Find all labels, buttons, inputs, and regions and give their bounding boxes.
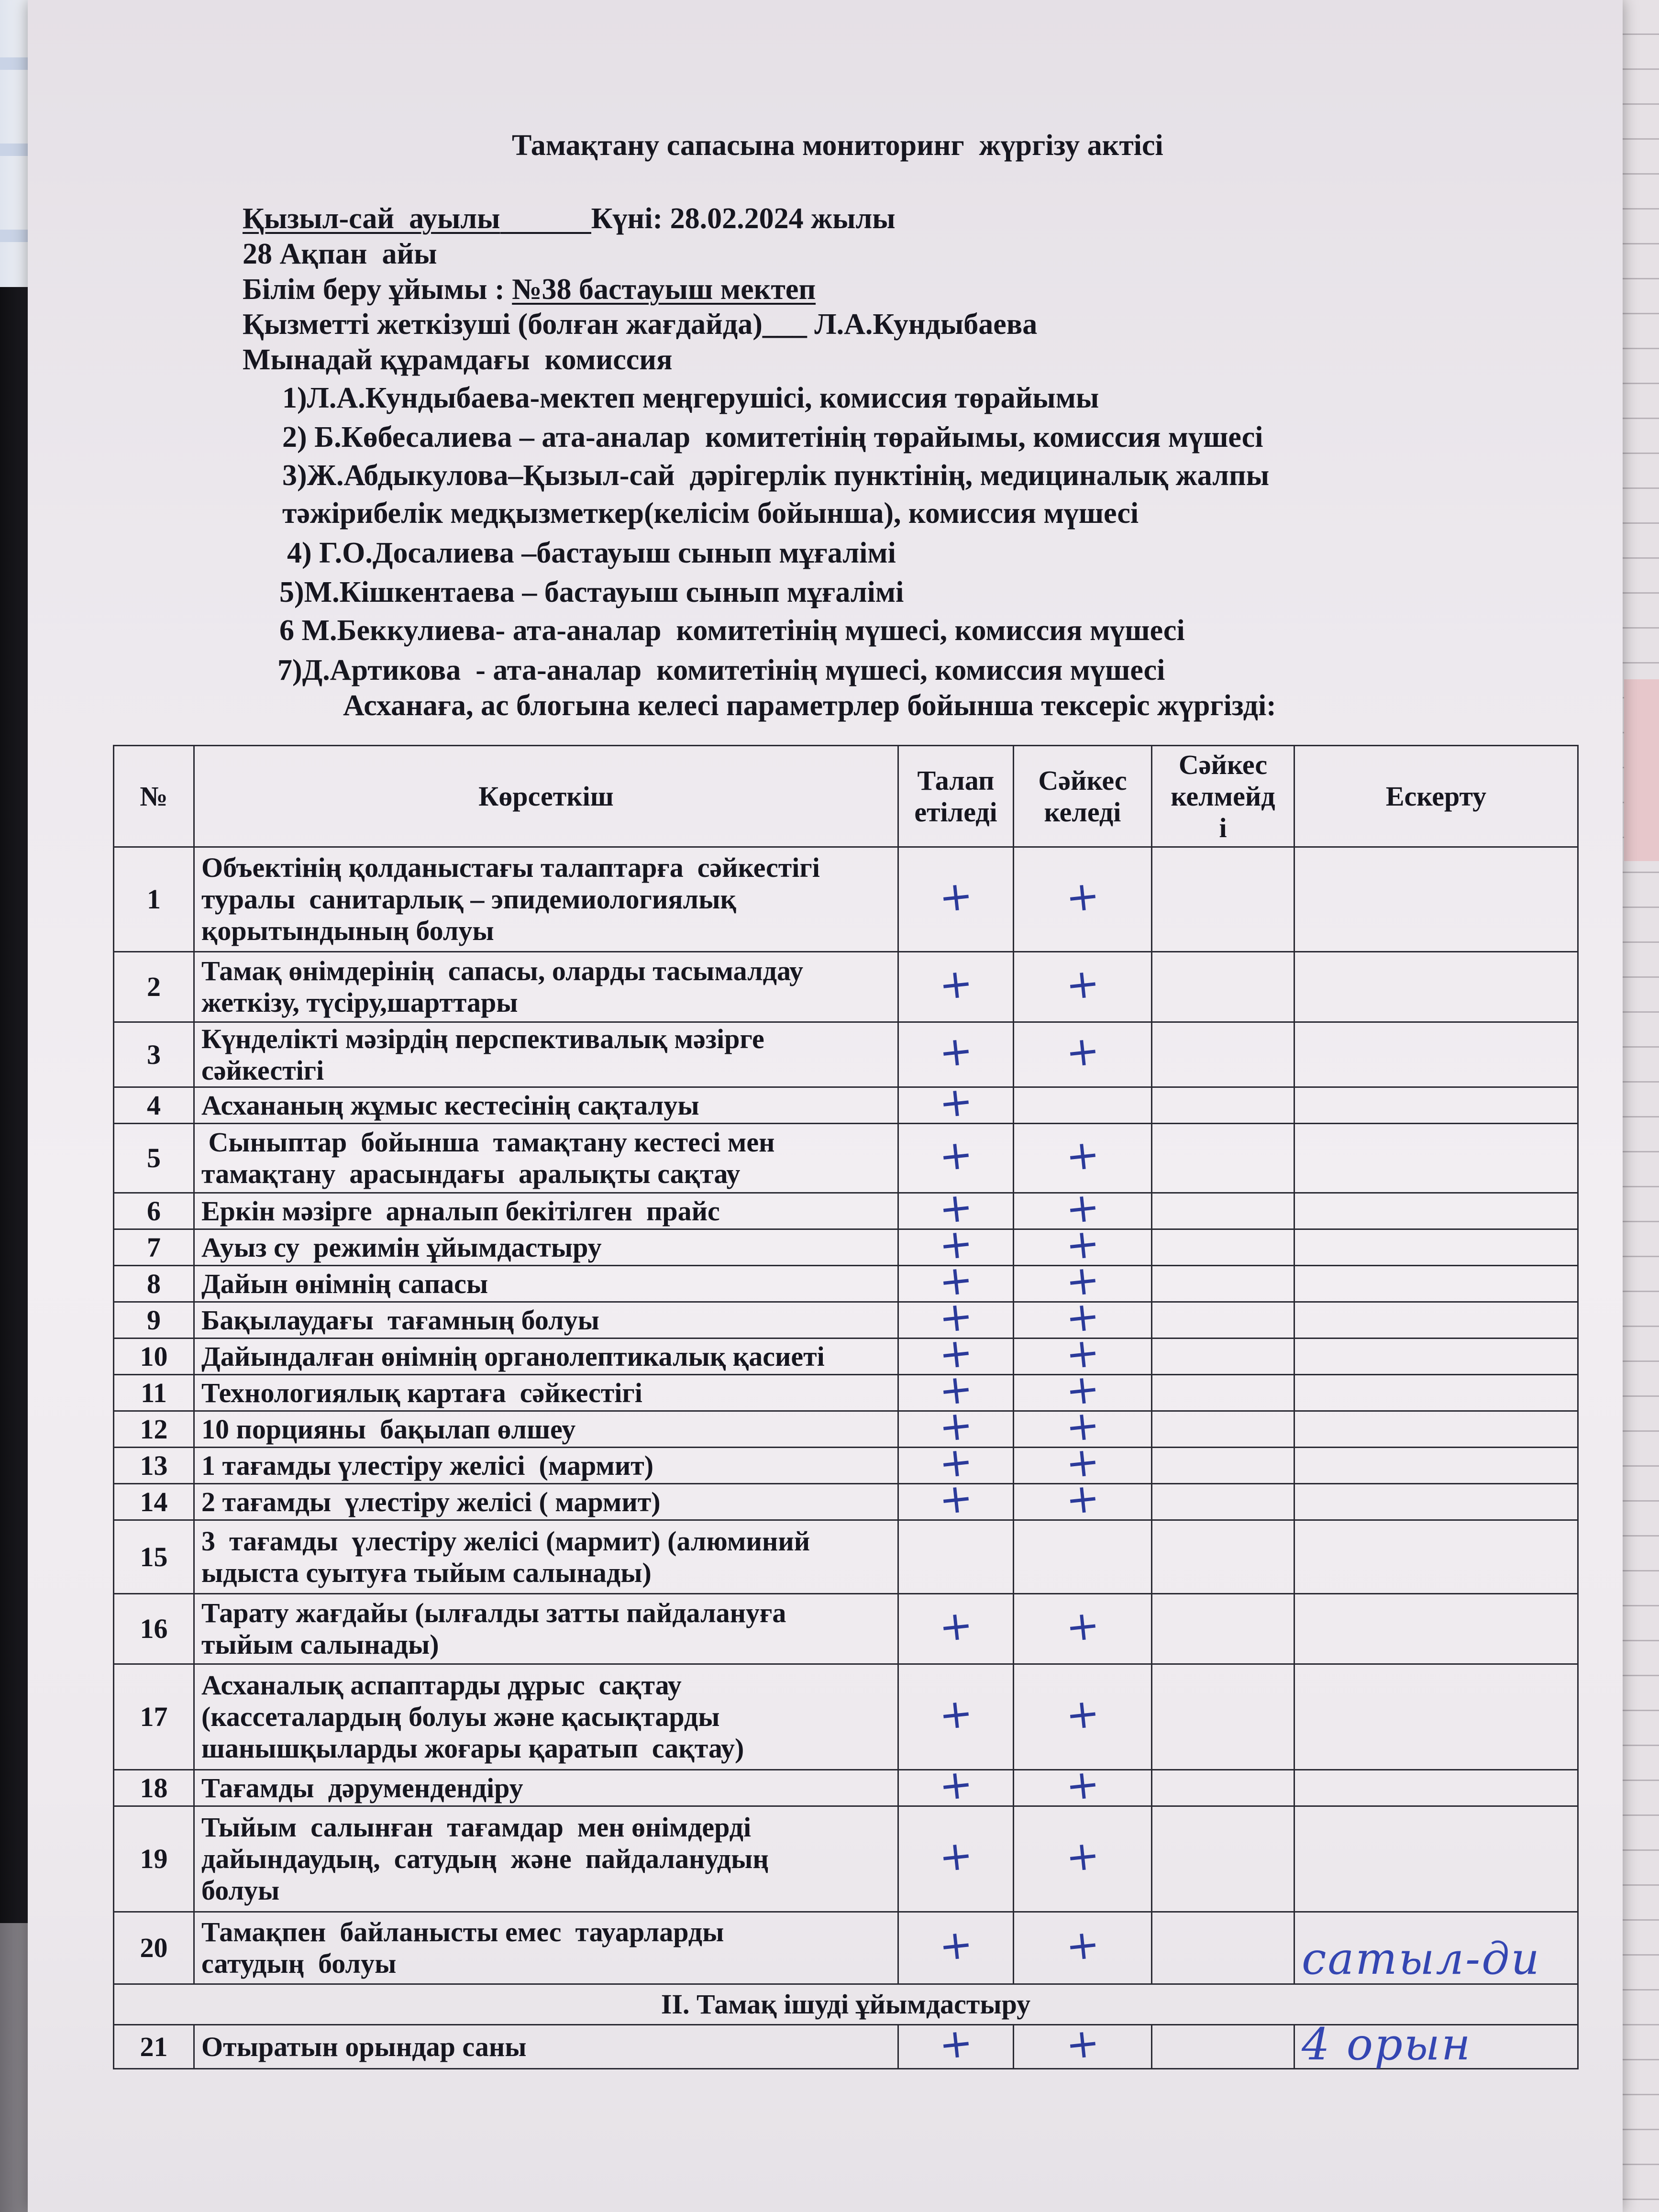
inspection-intro: Асханаға, ас блогына келесі параметрлер бойынша тексеріс жүргізді:: [343, 689, 1276, 722]
note-cell: [1294, 952, 1578, 1022]
indicator-line: сәйкестігі: [201, 1054, 324, 1086]
required-cell: [898, 1473, 1014, 1524]
indicator-line: тамақтану арасындағы аралықты сақтау: [201, 1158, 741, 1189]
indicator-cell: [194, 1229, 898, 1266]
noncompliant-cell: [1152, 1375, 1294, 1411]
note-cell: [1294, 847, 1578, 952]
required-cell: [898, 1077, 1014, 1128]
noncompliant-cell: [1152, 1912, 1294, 1984]
indicator-cell: [194, 1664, 898, 1770]
required-cell: [898, 1806, 1014, 1912]
compliant-cell: [1014, 1594, 1152, 1664]
adjacent-sheet-tint: [1624, 679, 1659, 861]
note-cell: [1294, 1302, 1578, 1338]
indicator-cell: [194, 847, 898, 952]
header-line: і: [1219, 812, 1227, 843]
indicator-cell: [194, 1484, 898, 1520]
required-check-mark: +: [936, 1130, 975, 1180]
header-line: Талап: [917, 764, 995, 796]
indicator-cell: [194, 1087, 898, 1124]
compliant-cell: [1014, 1806, 1152, 1912]
calendar-stripe: [0, 230, 29, 242]
note-cell: [1294, 1594, 1578, 1664]
row-number: 17: [114, 1664, 194, 1770]
table-row: [114, 1770, 1578, 1806]
calendar-fragment: [0, 0, 29, 287]
indicator-line: 1 тағамды үлестіру желісі (мармит): [201, 1449, 654, 1481]
required-check-mark: +: [936, 1689, 975, 1739]
row-number: 15: [114, 1520, 194, 1594]
commission-member: 7)Д.Артикова - ата-аналар комитетінің мүшесі, комиссия мүшесі: [277, 654, 1165, 686]
noncompliant-cell: [1152, 1338, 1294, 1375]
indicator-line: шанышқыларды жоғары қаратып сақтау): [201, 1733, 744, 1764]
required-check-mark: +: [936, 1920, 975, 1970]
indicator-line: Тағамды дәрумендендіру: [201, 1772, 523, 1803]
header-line: Сәйкес: [1178, 749, 1268, 780]
indicator-line: ыдыста суытуға тыйым салынады): [201, 1557, 652, 1588]
note-cell: [1294, 1664, 1578, 1770]
table-row: [114, 1229, 1578, 1266]
noncompliant-cell: [1152, 1193, 1294, 1229]
table-row: [114, 1302, 1578, 1338]
required-check-mark: +: [936, 959, 975, 1009]
indicator-line: Тарату жағдайы (ылғалды затты пайдалануға: [201, 1597, 786, 1628]
table-row: [114, 2025, 1578, 2069]
compliant-check-mark: +: [1063, 1601, 1102, 1651]
required-check-mark: +: [936, 871, 975, 921]
indicator-cell: [194, 1411, 898, 1448]
table-row: [114, 1448, 1578, 1484]
indicator-line: Еркін мәзірге арналып бекітілген прайс: [201, 1195, 720, 1227]
organization-name: №38 бастауыш мектеп: [512, 273, 816, 306]
handwritten-note: сатыл-ди: [1302, 1933, 1541, 1984]
commission-member: 6 М.Беккулиева- ата-аналар комитетінің мүшесі, комиссия мүшесі: [279, 614, 1185, 647]
indicator-cell: [194, 1338, 898, 1375]
commission-intro: Мынадай құрамдағы комиссия: [243, 343, 673, 376]
note-cell: [1294, 1266, 1578, 1302]
compliant-check-mark: +: [1063, 1920, 1102, 1970]
compliant-check-mark: +: [1063, 1437, 1102, 1488]
indicator-cell: [194, 1124, 898, 1193]
indicator-line: Сыныптар бойынша тамақтану кестесі мен: [201, 1127, 775, 1158]
required-check-mark: +: [936, 1759, 975, 1810]
noncompliant-cell: [1152, 1022, 1294, 1087]
required-cell: [898, 1520, 1014, 1594]
table-row: [114, 1664, 1578, 1770]
table-row: [114, 1338, 1578, 1375]
indicator-line: Отыратын орындар саны: [201, 2031, 527, 2062]
required-cell: [898, 1124, 1014, 1193]
row-number: 19: [114, 1806, 194, 1912]
indicator-cell: [194, 1193, 898, 1229]
header-noncompliant: [1152, 746, 1294, 847]
row-number: 3: [114, 1022, 194, 1087]
compliant-check-mark: +: [1063, 1130, 1102, 1180]
compliant-check-mark: +: [1063, 1328, 1102, 1379]
row-number: 13: [114, 1448, 194, 1484]
document-date: Күні: 28.02.2024 жылы: [591, 202, 896, 235]
indicator-line: Тамақпен байланысты емес тауарларды: [201, 1916, 724, 1947]
required-check-mark: +: [936, 1219, 975, 1270]
indicator-cell: [194, 2025, 898, 2069]
table-row: [114, 1022, 1578, 1087]
required-check-mark: +: [936, 1328, 975, 1379]
indicator-line: Объектінің қолданыстағы талаптарға сәйкестігі: [201, 852, 820, 883]
document-title: Тамақтану сапасына мониторинг жүргізу актісі: [512, 129, 1163, 162]
indicator-line: болуы: [201, 1875, 280, 1906]
required-check-mark: +: [936, 1437, 975, 1488]
note-cell: [1294, 1448, 1578, 1484]
commission-member: 2) Б.Көбесалиева – ата-аналар комитетінің төрайымы, комиссия мүшесі: [282, 421, 1263, 453]
noncompliant-cell: [1152, 1594, 1294, 1664]
compliant-cell: [1014, 1087, 1152, 1124]
indicator-cell: [194, 1594, 898, 1664]
required-check-mark: +: [936, 1026, 975, 1077]
required-cell: [898, 1759, 1014, 1810]
row-number: 9: [114, 1302, 194, 1338]
row-number: 7: [114, 1229, 194, 1266]
required-check-mark: +: [936, 1401, 975, 1451]
table-header-row: [114, 746, 1578, 847]
indicator-line: Асхананың жұмыс кестесінің сақталуы: [201, 1089, 699, 1121]
indicator-line: (кассеталардың болуы және қасықтарды: [201, 1701, 720, 1732]
indicator-cell: [194, 1302, 898, 1338]
header-line: келеді: [1044, 796, 1121, 828]
header-indicator: Көрсеткіш: [194, 746, 898, 847]
indicator-line: Ауыз су режимін ұйымдастыру: [201, 1231, 602, 1263]
noncompliant-cell: [1152, 1806, 1294, 1912]
noncompliant-cell: [1152, 1229, 1294, 1266]
compliant-check-mark: +: [1063, 871, 1102, 921]
compliant-check-mark: +: [1063, 1255, 1102, 1306]
row-number: 20: [114, 1912, 194, 1984]
header-number: №: [114, 746, 194, 847]
row-number: 4: [114, 1087, 194, 1124]
indicator-cell: [194, 1770, 898, 1806]
note-cell: [1294, 1375, 1578, 1411]
indicator-line: дайындаудың, сатудың және пайдаланудың: [201, 1843, 769, 1874]
indicator-line: сатудың болуы: [201, 1948, 397, 1979]
indicator-line: қорытындының болуы: [201, 915, 494, 946]
compliant-check-mark: +: [1063, 1401, 1102, 1451]
row-number: 16: [114, 1594, 194, 1664]
indicator-line: 2 тағамды үлестіру желісі ( мармит): [201, 1486, 661, 1517]
compliant-cell: [1014, 1124, 1152, 1193]
row-number: 10: [114, 1338, 194, 1375]
indicator-line: Дайын өнімнің сапасы: [201, 1268, 488, 1299]
compliant-check-mark: +: [1063, 1759, 1102, 1810]
note-cell: [1294, 1912, 1578, 1984]
required-check-mark: +: [936, 1255, 975, 1306]
row-number: 1: [114, 847, 194, 952]
header-required: [898, 746, 1014, 847]
noncompliant-cell: [1152, 952, 1294, 1022]
supplier-line: Қызметті жеткізуші (болған жағдайда)___ Л.А.Кундыбаева: [243, 308, 1038, 341]
table-row: [114, 1087, 1578, 1124]
indicator-cell: [194, 1022, 898, 1087]
indicator-cell: [194, 1912, 898, 1984]
compliant-cell: [1014, 1912, 1152, 1984]
table-row: [114, 847, 1578, 952]
noncompliant-cell: [1152, 847, 1294, 952]
compliant-check-mark: +: [1063, 1219, 1102, 1270]
table-row: [114, 1193, 1578, 1229]
handwritten-note: 4 орын: [1302, 2018, 1472, 2070]
indicator-line: туралы санитарлық – эпидемиологиялық: [201, 884, 736, 915]
required-cell: [898, 1022, 1014, 1087]
table-row: [114, 1375, 1578, 1411]
indicator-line: Дайындалған өнімнің органолептикалық қасиеті: [201, 1340, 825, 1372]
compliant-check-mark: +: [1063, 1026, 1102, 1077]
noncompliant-cell: [1152, 1448, 1294, 1484]
compliant-check-mark: +: [1063, 1689, 1102, 1739]
row-number: 11: [114, 1375, 194, 1411]
compliant-check-mark: +: [1063, 1364, 1102, 1415]
blank-underline: [500, 232, 591, 234]
month-line: 28 Ақпан айы: [243, 238, 437, 270]
note-cell: [1294, 1484, 1578, 1520]
noncompliant-cell: [1152, 2025, 1294, 2069]
noncompliant-cell: [1152, 1411, 1294, 1448]
note-cell: [1294, 1520, 1578, 1594]
indicator-cell: [194, 952, 898, 1022]
header-note: Ескерту: [1294, 746, 1578, 847]
row-number: 12: [114, 1411, 194, 1448]
compliant-check-mark: +: [1063, 2018, 1102, 2069]
header-line: келмейд: [1171, 780, 1275, 812]
header-compliant: [1014, 746, 1152, 847]
indicator-line: 3 тағамды үлестіру желісі (мармит) (алюминий: [201, 1525, 810, 1557]
commission-member: 5)М.Кішкентаева – бастауыш сынып мұғалімі: [279, 576, 904, 608]
required-check-mark: +: [936, 1831, 975, 1881]
location-date-line: [243, 199, 896, 238]
calendar-stripe: [0, 57, 29, 70]
compliant-cell: [1014, 1473, 1152, 1524]
note-cell: [1294, 1806, 1578, 1912]
compliant-cell: [1014, 1022, 1152, 1087]
indicator-cell: [194, 1520, 898, 1594]
noncompliant-cell: [1152, 1664, 1294, 1770]
compliant-cell: [1014, 2018, 1152, 2069]
required-cell: [898, 847, 1014, 952]
noncompliant-cell: [1152, 1087, 1294, 1124]
indicator-line: Тыйым салынған тағамдар мен өнімдерді: [201, 1812, 752, 1843]
required-check-mark: +: [936, 1601, 975, 1651]
noncompliant-cell: [1152, 1124, 1294, 1193]
table-row: [114, 952, 1578, 1022]
table-row: [114, 1484, 1578, 1520]
compliant-check-mark: +: [1063, 1183, 1102, 1233]
table-row: [114, 1520, 1578, 1594]
noncompliant-cell: [1152, 1770, 1294, 1806]
noncompliant-cell: [1152, 1484, 1294, 1520]
compliant-check-mark: +: [1063, 1831, 1102, 1881]
compliant-cell: [1014, 1664, 1152, 1770]
compliant-check-mark: +: [1063, 1473, 1102, 1524]
table-row: [114, 1266, 1578, 1302]
compliant-cell: [1014, 847, 1152, 952]
indicator-cell: [194, 1448, 898, 1484]
inspection-table: [113, 745, 1579, 2069]
required-check-mark: +: [936, 2018, 975, 2069]
note-cell: [1294, 1338, 1578, 1375]
table-row: [114, 1806, 1578, 1912]
compliant-cell: [1014, 1520, 1152, 1594]
table-row: [114, 1411, 1578, 1448]
required-cell: [898, 1912, 1014, 1984]
required-check-mark: +: [936, 1077, 975, 1128]
indicator-cell: [194, 1806, 898, 1912]
header-line: етіледі: [914, 796, 997, 828]
note-cell: [1294, 1193, 1578, 1229]
section-heading: II. Тамақ ішуді ұйымдастыру: [114, 1984, 1578, 2025]
indicator-line: тыйым салынады): [201, 1629, 439, 1660]
required-check-mark: +: [936, 1473, 975, 1524]
indicator-line: Асханалық аспаптарды дұрыс сақтау: [201, 1670, 682, 1701]
organization-line: [243, 270, 816, 309]
row-number: 8: [114, 1266, 194, 1302]
row-number: 18: [114, 1770, 194, 1806]
indicator-line: 10 порцияны бақылап өлшеу: [201, 1413, 576, 1445]
note-cell: [1294, 1229, 1578, 1266]
compliant-cell: [1014, 952, 1152, 1022]
required-check-mark: +: [936, 1292, 975, 1342]
calendar-stripe: [0, 144, 29, 156]
commission-member: тәжірибелік медқызметкер(келісім бойынша), комиссия мүшесі: [282, 497, 1139, 530]
required-cell: [898, 952, 1014, 1022]
table-row: [114, 1594, 1578, 1664]
indicator-line: Бақылаудағы тағамның болуы: [201, 1304, 599, 1336]
compliant-check-mark: +: [1063, 1292, 1102, 1342]
indicator-line: Күнделікті мәзірдің перспективалық мәзірге: [201, 1023, 764, 1054]
header-line: Сәйкес: [1038, 764, 1127, 796]
row-number: 21: [114, 2025, 194, 2069]
indicator-line: Технологиялық картаға сәйкестігі: [201, 1377, 642, 1408]
noncompliant-cell: [1152, 1266, 1294, 1302]
compliant-cell: [1014, 1759, 1152, 1810]
row-number: 6: [114, 1193, 194, 1229]
village-name: Қызыл-сай ауылы: [243, 202, 500, 235]
required-cell: [898, 1664, 1014, 1770]
table-row: [114, 1912, 1578, 1984]
required-check-mark: +: [936, 1364, 975, 1415]
row-number: 2: [114, 952, 194, 1022]
indicator-line: жеткізу, түсіру,шарттары: [201, 987, 518, 1018]
note-cell: [1294, 1124, 1578, 1193]
note-cell: [1294, 1411, 1578, 1448]
adjacent-sheet: [1622, 0, 1659, 2212]
required-cell: [898, 2018, 1014, 2069]
table-row: [114, 1124, 1578, 1193]
note-cell: [1294, 1770, 1578, 1806]
indicator-cell: [194, 1266, 898, 1302]
commission-member: 1)Л.А.Кундыбаева-мектеп меңгерушісі, комиссия төрайымы: [282, 382, 1099, 414]
compliant-check-mark: +: [1063, 959, 1102, 1009]
organization-label: Білім беру ұйымы :: [243, 273, 512, 306]
required-check-mark: +: [936, 1183, 975, 1233]
required-cell: [898, 1594, 1014, 1664]
note-cell: [1294, 1087, 1578, 1124]
indicator-cell: [194, 1375, 898, 1411]
commission-member: 3)Ж.Абдыкулова–Қызыл-сай дәрігерлік пунктінің, медициналық жалпы: [282, 459, 1270, 492]
indicator-line: Тамақ өнімдерінің сапасы, оларды тасымалдау: [201, 955, 804, 986]
commission-member: 4) Г.О.Досалиева –бастауыш сынып мұғалімі: [287, 537, 896, 569]
note-cell: [1294, 1022, 1578, 1087]
row-number: 5: [114, 1124, 194, 1193]
noncompliant-cell: [1152, 1520, 1294, 1594]
note-cell: [1294, 2018, 1578, 2070]
noncompliant-cell: [1152, 1302, 1294, 1338]
row-number: 14: [114, 1484, 194, 1520]
